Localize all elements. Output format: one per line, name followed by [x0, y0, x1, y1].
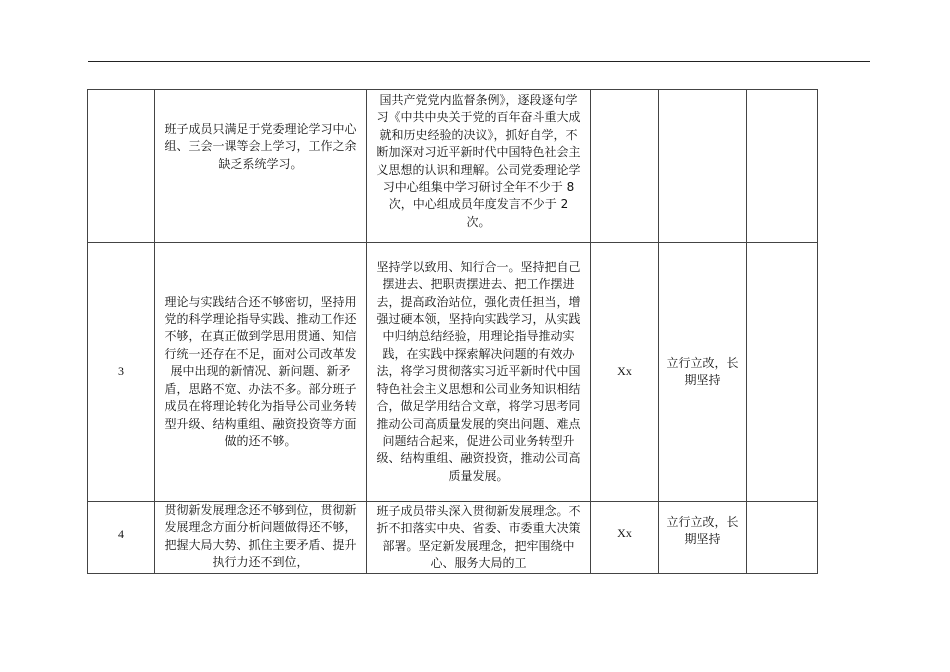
- responsible-cell: Xx: [591, 502, 659, 574]
- problem-text: 理论与实践结合还不够密切，坚持用党的科学理论指导实践、推动工作还不够，在真正做到学思用贯通、知信行统一还存在不足，面对公司改革发展中出现的新情况、新问题、新矛盾，思路不宽、办法不多。部分班子成员在将理论转化为指导公司业务转型升级、结构重组、融资投资等方面做的还不够。: [164, 294, 357, 448]
- problem-text: 班子成员只满足于党委理论学习中心组、三会一课等会上学习，工作之余缺乏系统学习。: [164, 122, 357, 171]
- measures-cell: [367, 243, 591, 502]
- deadline-cell: [659, 90, 747, 243]
- measures-cell: [367, 502, 591, 574]
- header-rule: [88, 61, 870, 62]
- row-number: 3: [88, 243, 155, 502]
- row-number: 4: [88, 502, 155, 574]
- rectification-table: [87, 89, 818, 574]
- row-number: [88, 90, 155, 243]
- remark-cell: [747, 90, 818, 243]
- deadline-cell: [659, 243, 747, 502]
- responsible-cell: [591, 90, 659, 243]
- deadline-cell: [659, 502, 747, 574]
- problem-cell: [155, 243, 367, 502]
- problem-cell: [155, 90, 367, 243]
- measures-text: 坚持学以致用、知行合一。坚持把自己摆进去、把职责摆进去、把工作摆进去，提高政治站位，强化责任担当，增强过硬本领，坚持向实践学习，从实践中归纳总结经验，用理论指导推动实践，在实践中探索解决问题的有效办法，将学习贯彻落实习近平新时代中国特色社会主义思想和公司业务知识相结合，做足学用结合文章，将学习思考同推动公司高质量发展的突出问题、难点问题结合起来，促进公司业务转型升级、结构重组、融资投资，推动公司高质量发展。: [376, 259, 581, 483]
- problem-cell: [155, 502, 367, 574]
- deadline-text: 立行立改，长期坚持: [666, 515, 739, 547]
- deadline-text: 立行立改，长期坚持: [666, 355, 739, 387]
- measures-text: 班子成员带头深入贯彻新发展理念。不折不扣落实中央、省委、市委重大决策部署。坚定新发展理念，把牢围绕中心、服务大局的工: [376, 504, 581, 571]
- measures-text: 国共产党党内监督条例》，逐段逐句学习《中共中央关于党的百年奋斗重大成就和历史经验的决议》，抓好自学，不断加深对习近平新时代中国特色社会主义思想的认识和理解。公司党委理论学习中心组集中学习研讨全年不少于 8 次，中心组成员年度发言不少于 2 次。: [376, 93, 581, 229]
- problem-text: 贯彻新发展理念还不够到位，贯彻新发展理念方面分析问题做得还不够，把握大局大势、抓住主要矛盾、提升执行力还不到位，: [164, 503, 357, 570]
- remark-cell: [747, 243, 818, 502]
- measures-cell: [367, 90, 591, 243]
- remark-cell: [747, 502, 818, 574]
- table-row: [88, 502, 818, 574]
- responsible-cell: Xx: [591, 243, 659, 502]
- table-row: [88, 243, 818, 502]
- table-row: [88, 90, 818, 243]
